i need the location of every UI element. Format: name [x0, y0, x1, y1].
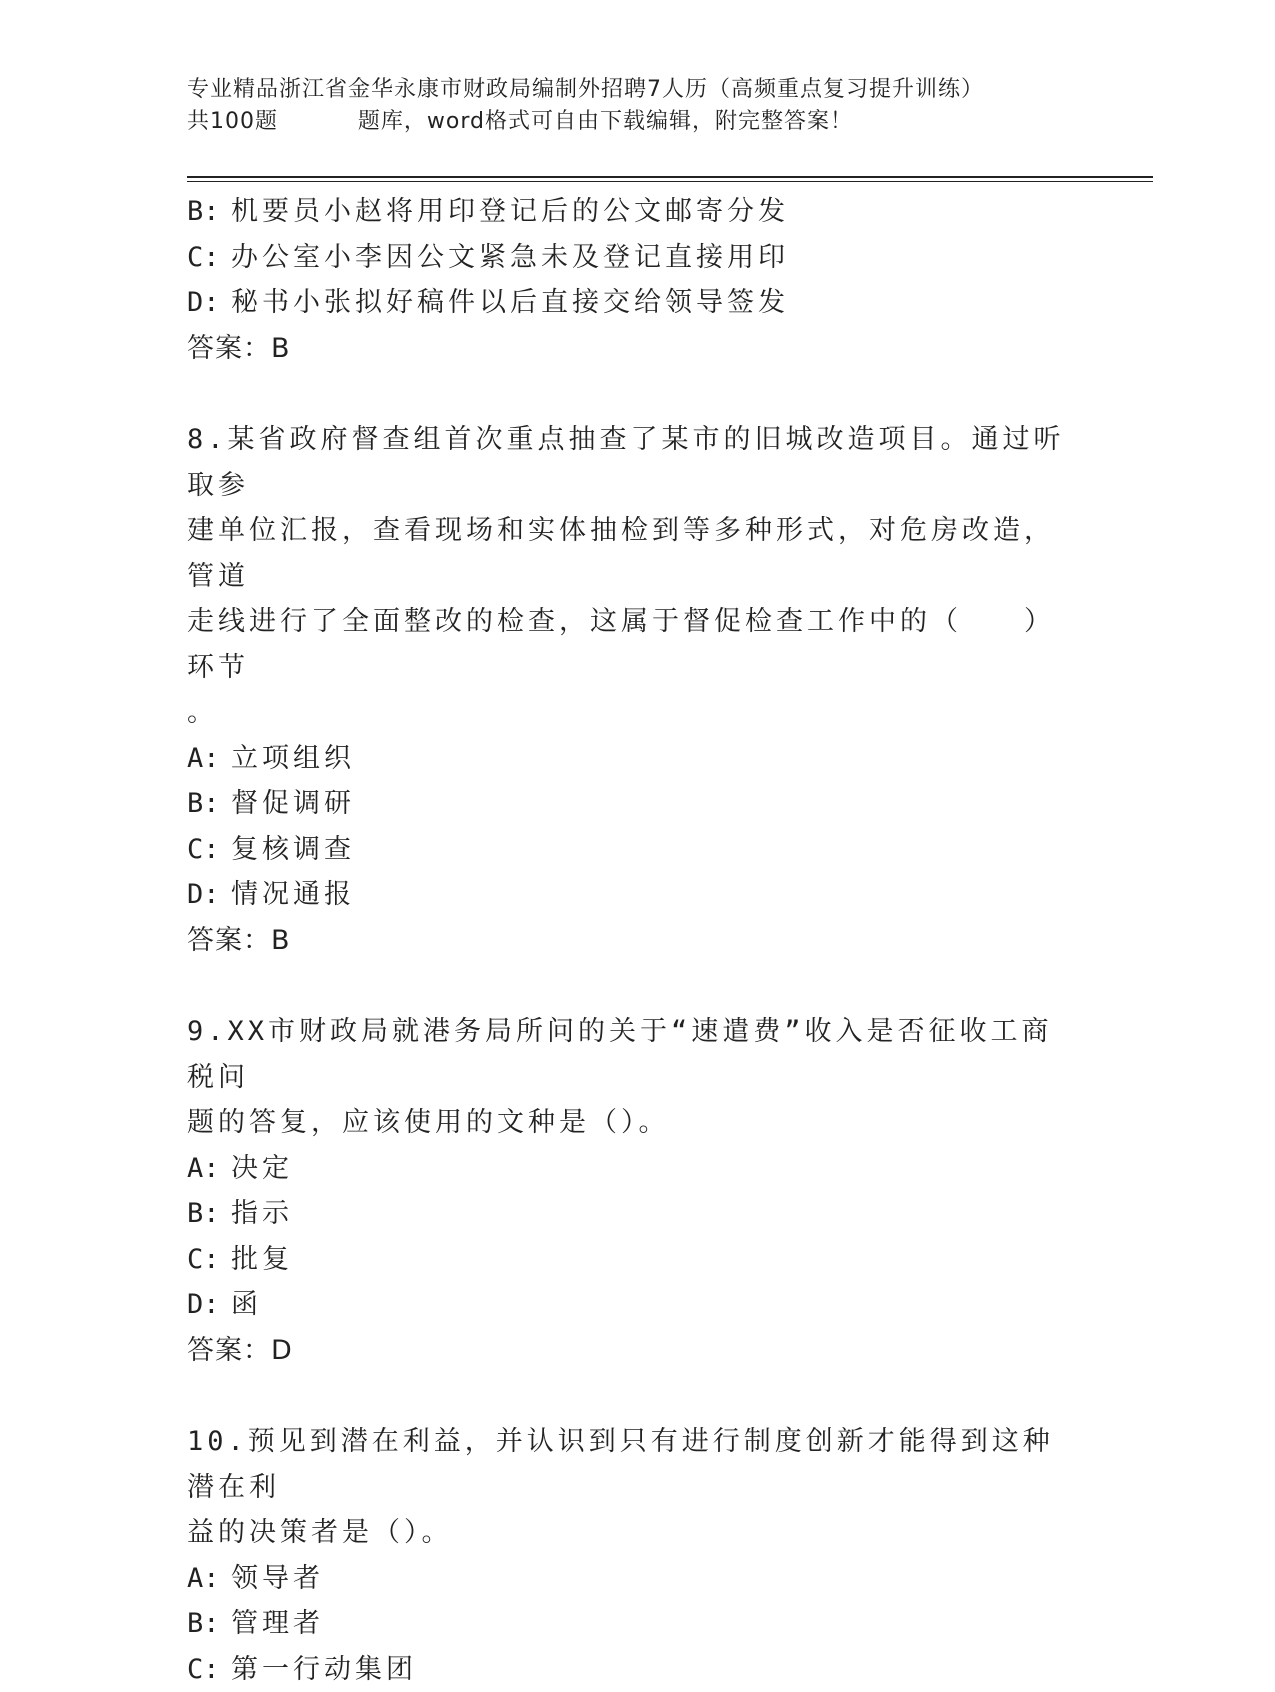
option-a: A: 决定 — [187, 1146, 1087, 1192]
question-7-options — [187, 189, 1087, 371]
question-text-line: 建单位汇报，查看现场和实体抽检到等多种形式，对危房改造，管道 — [187, 508, 1067, 599]
option-a: A: 领导者 — [187, 1556, 1087, 1602]
option-d: D: 秘书小张拟好稿件以后直接交给领导签发 — [187, 280, 1087, 326]
question-text-line: 9.XX市财政局就港务局所问的关于“速遣费”收入是否征收工商税问 — [187, 1009, 1067, 1100]
answer-value: D — [271, 1335, 293, 1366]
option-d: D: 函 — [187, 1282, 1087, 1328]
question-text-line: 益的决策者是（）。 — [187, 1510, 1067, 1556]
header-rule-thin — [187, 181, 1153, 182]
question-text-line: 8.某省政府督查组首次重点抽查了某市的旧城改造项目。通过听取参 — [187, 417, 1067, 508]
option-c: C: 复核调查 — [187, 827, 1087, 873]
document-header — [187, 74, 1087, 138]
option-b: B: 督促调研 — [187, 781, 1087, 827]
answer-line: 答案：D — [187, 1328, 1087, 1374]
option-b: B: 管理者 — [187, 1601, 1087, 1647]
answer-line: 答案：B — [187, 918, 1087, 964]
option-c: C: 批复 — [187, 1237, 1087, 1283]
question-9 — [187, 1009, 1087, 1373]
option-c: C: 第一行动集团 — [187, 1647, 1087, 1692]
question-list — [187, 189, 1087, 1692]
question-10 — [187, 1419, 1087, 1692]
question-text-line: 走线进行了全面整改的检查，这属于督促检查工作中的（ ）环节 — [187, 599, 1067, 690]
header-subtitle: 共100题 题库，word格式可自由下载编辑，附完整答案！ — [187, 106, 1087, 138]
answer-line: 答案：B — [187, 326, 1087, 372]
question-text-line: 。 — [187, 690, 1067, 736]
question-text-line: 10.预见到潜在利益，并认识到只有进行制度创新才能得到这种潜在利 — [187, 1419, 1067, 1510]
header-title: 专业精品浙江省金华永康市财政局编制外招聘7人历（高频重点复习提升训练） — [187, 74, 1087, 106]
option-b: B: 指示 — [187, 1191, 1087, 1237]
option-a: A: 立项组织 — [187, 736, 1087, 782]
option-c: C: 办公室小李因公文紧急未及登记直接用印 — [187, 235, 1087, 281]
option-b: B: 机要员小赵将用印登记后的公文邮寄分发 — [187, 189, 1087, 235]
answer-value: B — [271, 333, 291, 364]
answer-value: B — [271, 925, 291, 956]
option-d: D: 情况通报 — [187, 872, 1087, 918]
question-8 — [187, 417, 1087, 963]
header-rule — [187, 176, 1153, 178]
question-text-line: 题的答复，应该使用的文种是（）。 — [187, 1100, 1067, 1146]
